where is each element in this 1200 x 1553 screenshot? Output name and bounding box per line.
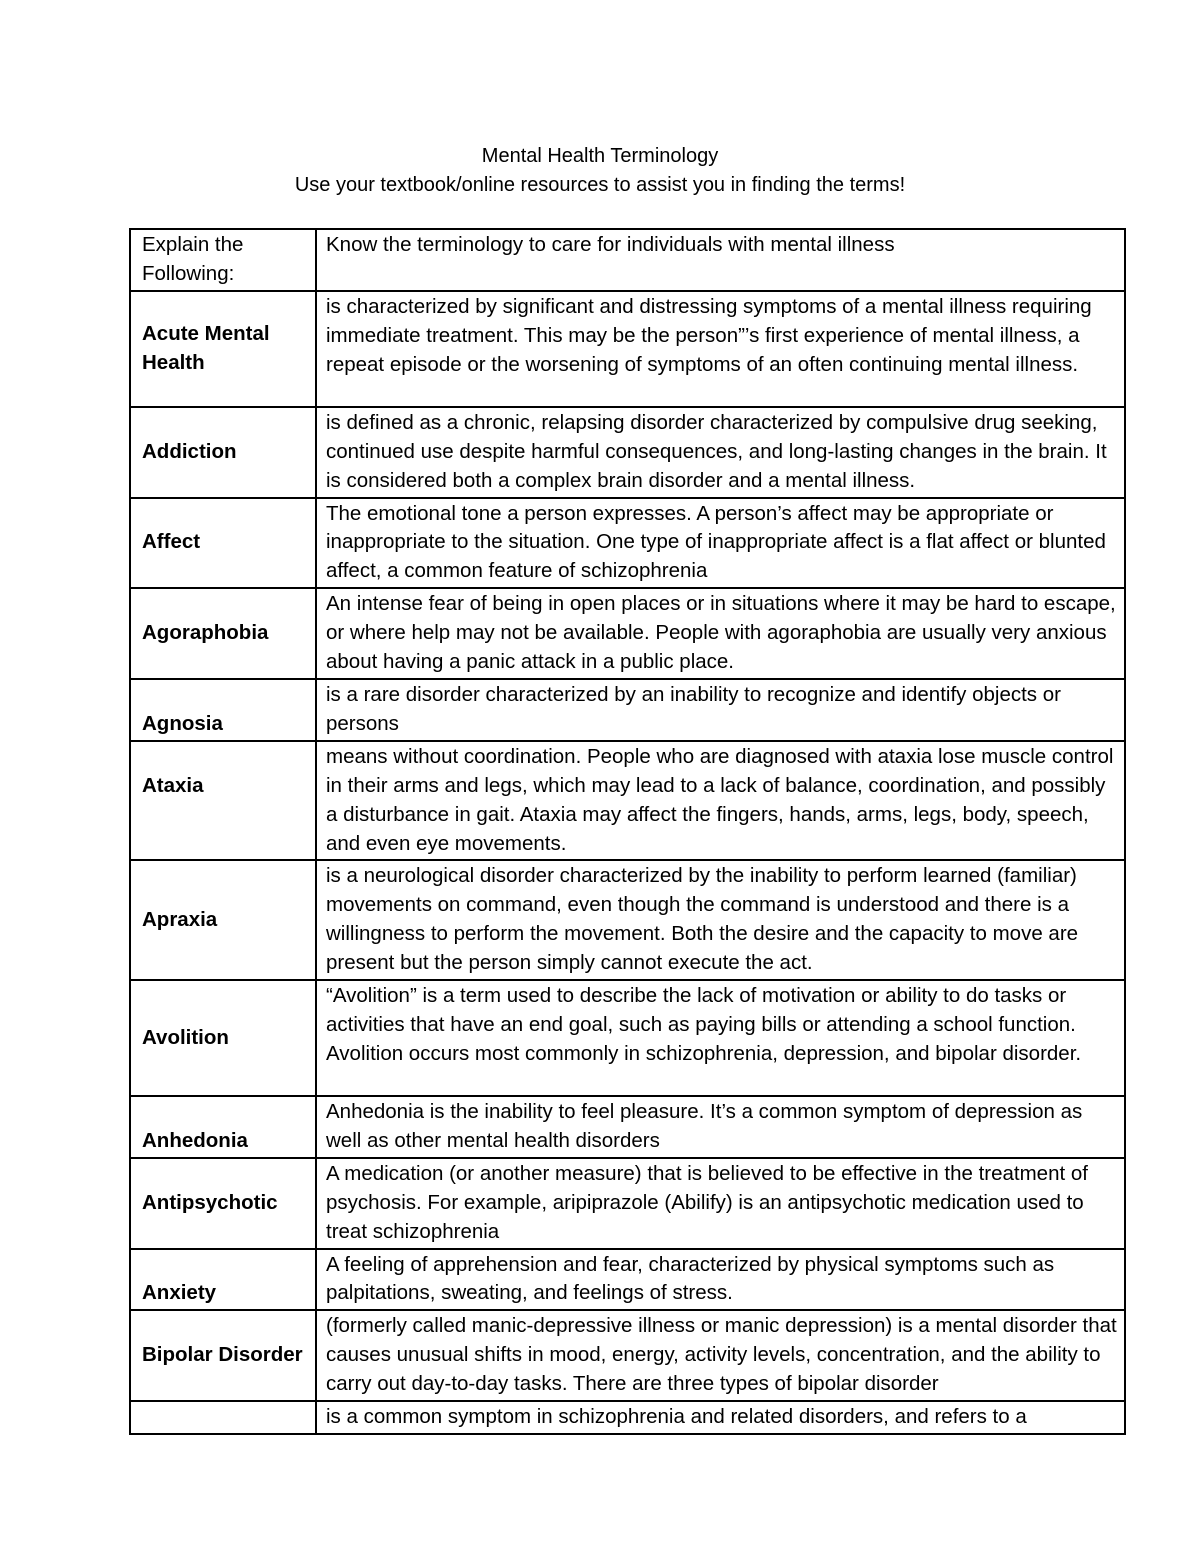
table-row	[130, 1401, 1125, 1434]
table-row	[130, 1310, 1125, 1401]
header-right-cell: Know the terminology to care for individuals with mental illness	[316, 229, 1125, 291]
table-header-row	[130, 229, 1125, 291]
document-title: Mental Health Terminology	[481, 145, 719, 167]
definition-cell: An intense fear of being in open places or in situations where it may be hard to escape, or where help may not be available. People with agoraphobia are usually very anxious about having a panic attack in a public place.	[316, 588, 1125, 679]
header-left-cell: Explain the Following:	[130, 229, 316, 291]
table-row	[130, 1249, 1125, 1311]
table-row	[130, 1096, 1125, 1158]
table-row	[130, 498, 1125, 589]
term-cell: Avolition	[130, 980, 316, 1096]
term-cell: Acute Mental Health	[130, 291, 316, 407]
definition-cell: means without coordination. People who are diagnosed with ataxia lose muscle control in their arms and legs, which may lead to a lack of balance, coordination, and possibly a disturbance in gait. Ataxia may affect the fingers, hands, arms, legs, body, speech, and even eye movements.	[316, 741, 1125, 861]
term-cell: Addiction	[130, 407, 316, 498]
definition-cell: Anhedonia is the inability to feel pleasure. It’s a common symptom of depression as well as other mental health disorders	[316, 1096, 1125, 1158]
definition-cell: is characterized by significant and distressing symptoms of a mental illness requiring immediate treatment. This may be the person”’s first experience of mental illness, a repeat episode or the worsening of symptoms of an often continuing mental illness.	[316, 291, 1125, 407]
term-cell: Apraxia	[130, 860, 316, 980]
term-cell: Anxiety	[130, 1249, 316, 1311]
table-row	[130, 860, 1125, 980]
document-subtitle: Use your textbook/online resources to assist you in finding the terms!	[294, 174, 906, 196]
definition-cell: (formerly called manic-depressive illness or manic depression) is a mental disorder that causes unusual shifts in mood, energy, activity levels, concentration, and the ability to carry out day-to-day tasks. There are three types of bipolar disorder	[316, 1310, 1125, 1401]
title-block	[0, 142, 1200, 200]
term-cell: Affect	[130, 498, 316, 589]
definition-cell: is a neurological disorder characterized by the inability to perform learned (familiar) movements on command, even though the command is understood and there is a willingness to perform the movement. Both the desire and the capacity to move are present but the person simply cannot execute the act.	[316, 860, 1125, 980]
table-row	[130, 407, 1125, 498]
definition-cell: A medication (or another measure) that is believed to be effective in the treatment of psychosis. For example, aripiprazole (Abilify) is an antipsychotic medication used to treat schizophrenia	[316, 1158, 1125, 1249]
definition-cell: The emotional tone a person expresses. A person’s affect may be appropriate or inappropriate to the situation. One type of inappropriate affect is a flat affect or blunted affect, a common feature of schizophrenia	[316, 498, 1125, 589]
definition-cell: A feeling of apprehension and fear, characterized by physical symptoms such as palpitations, sweating, and feelings of stress.	[316, 1249, 1125, 1311]
definition-cell: is a common symptom in schizophrenia and related disorders, and refers to a	[316, 1401, 1125, 1434]
term-cell	[130, 1401, 316, 1434]
table-row	[130, 588, 1125, 679]
term-cell: Anhedonia	[130, 1096, 316, 1158]
term-cell: Agnosia	[130, 679, 316, 741]
definition-cell: is a rare disorder characterized by an inability to recognize and identify objects or persons	[316, 679, 1125, 741]
term-cell: Ataxia	[130, 741, 316, 861]
term-cell: Agoraphobia	[130, 588, 316, 679]
table-row	[130, 291, 1125, 407]
definition-cell: is defined as a chronic, relapsing disorder characterized by compulsive drug seeking, continued use despite harmful consequences, and long-lasting changes in the brain. It is considered both a complex brain disorder and a mental illness.	[316, 407, 1125, 498]
table-row	[130, 980, 1125, 1096]
table-row	[130, 1158, 1125, 1249]
table-row	[130, 741, 1125, 861]
table-row	[130, 679, 1125, 741]
term-cell: Bipolar Disorder	[130, 1310, 316, 1401]
terminology-table	[129, 228, 1126, 1435]
definition-cell: “Avolition” is a term used to describe the lack of motivation or ability to do tasks or activities that have an end goal, such as paying bills or attending a school function. Avolition occurs most commonly in schizophrenia, depression, and bipolar disorder.	[316, 980, 1125, 1096]
term-cell: Antipsychotic	[130, 1158, 316, 1249]
